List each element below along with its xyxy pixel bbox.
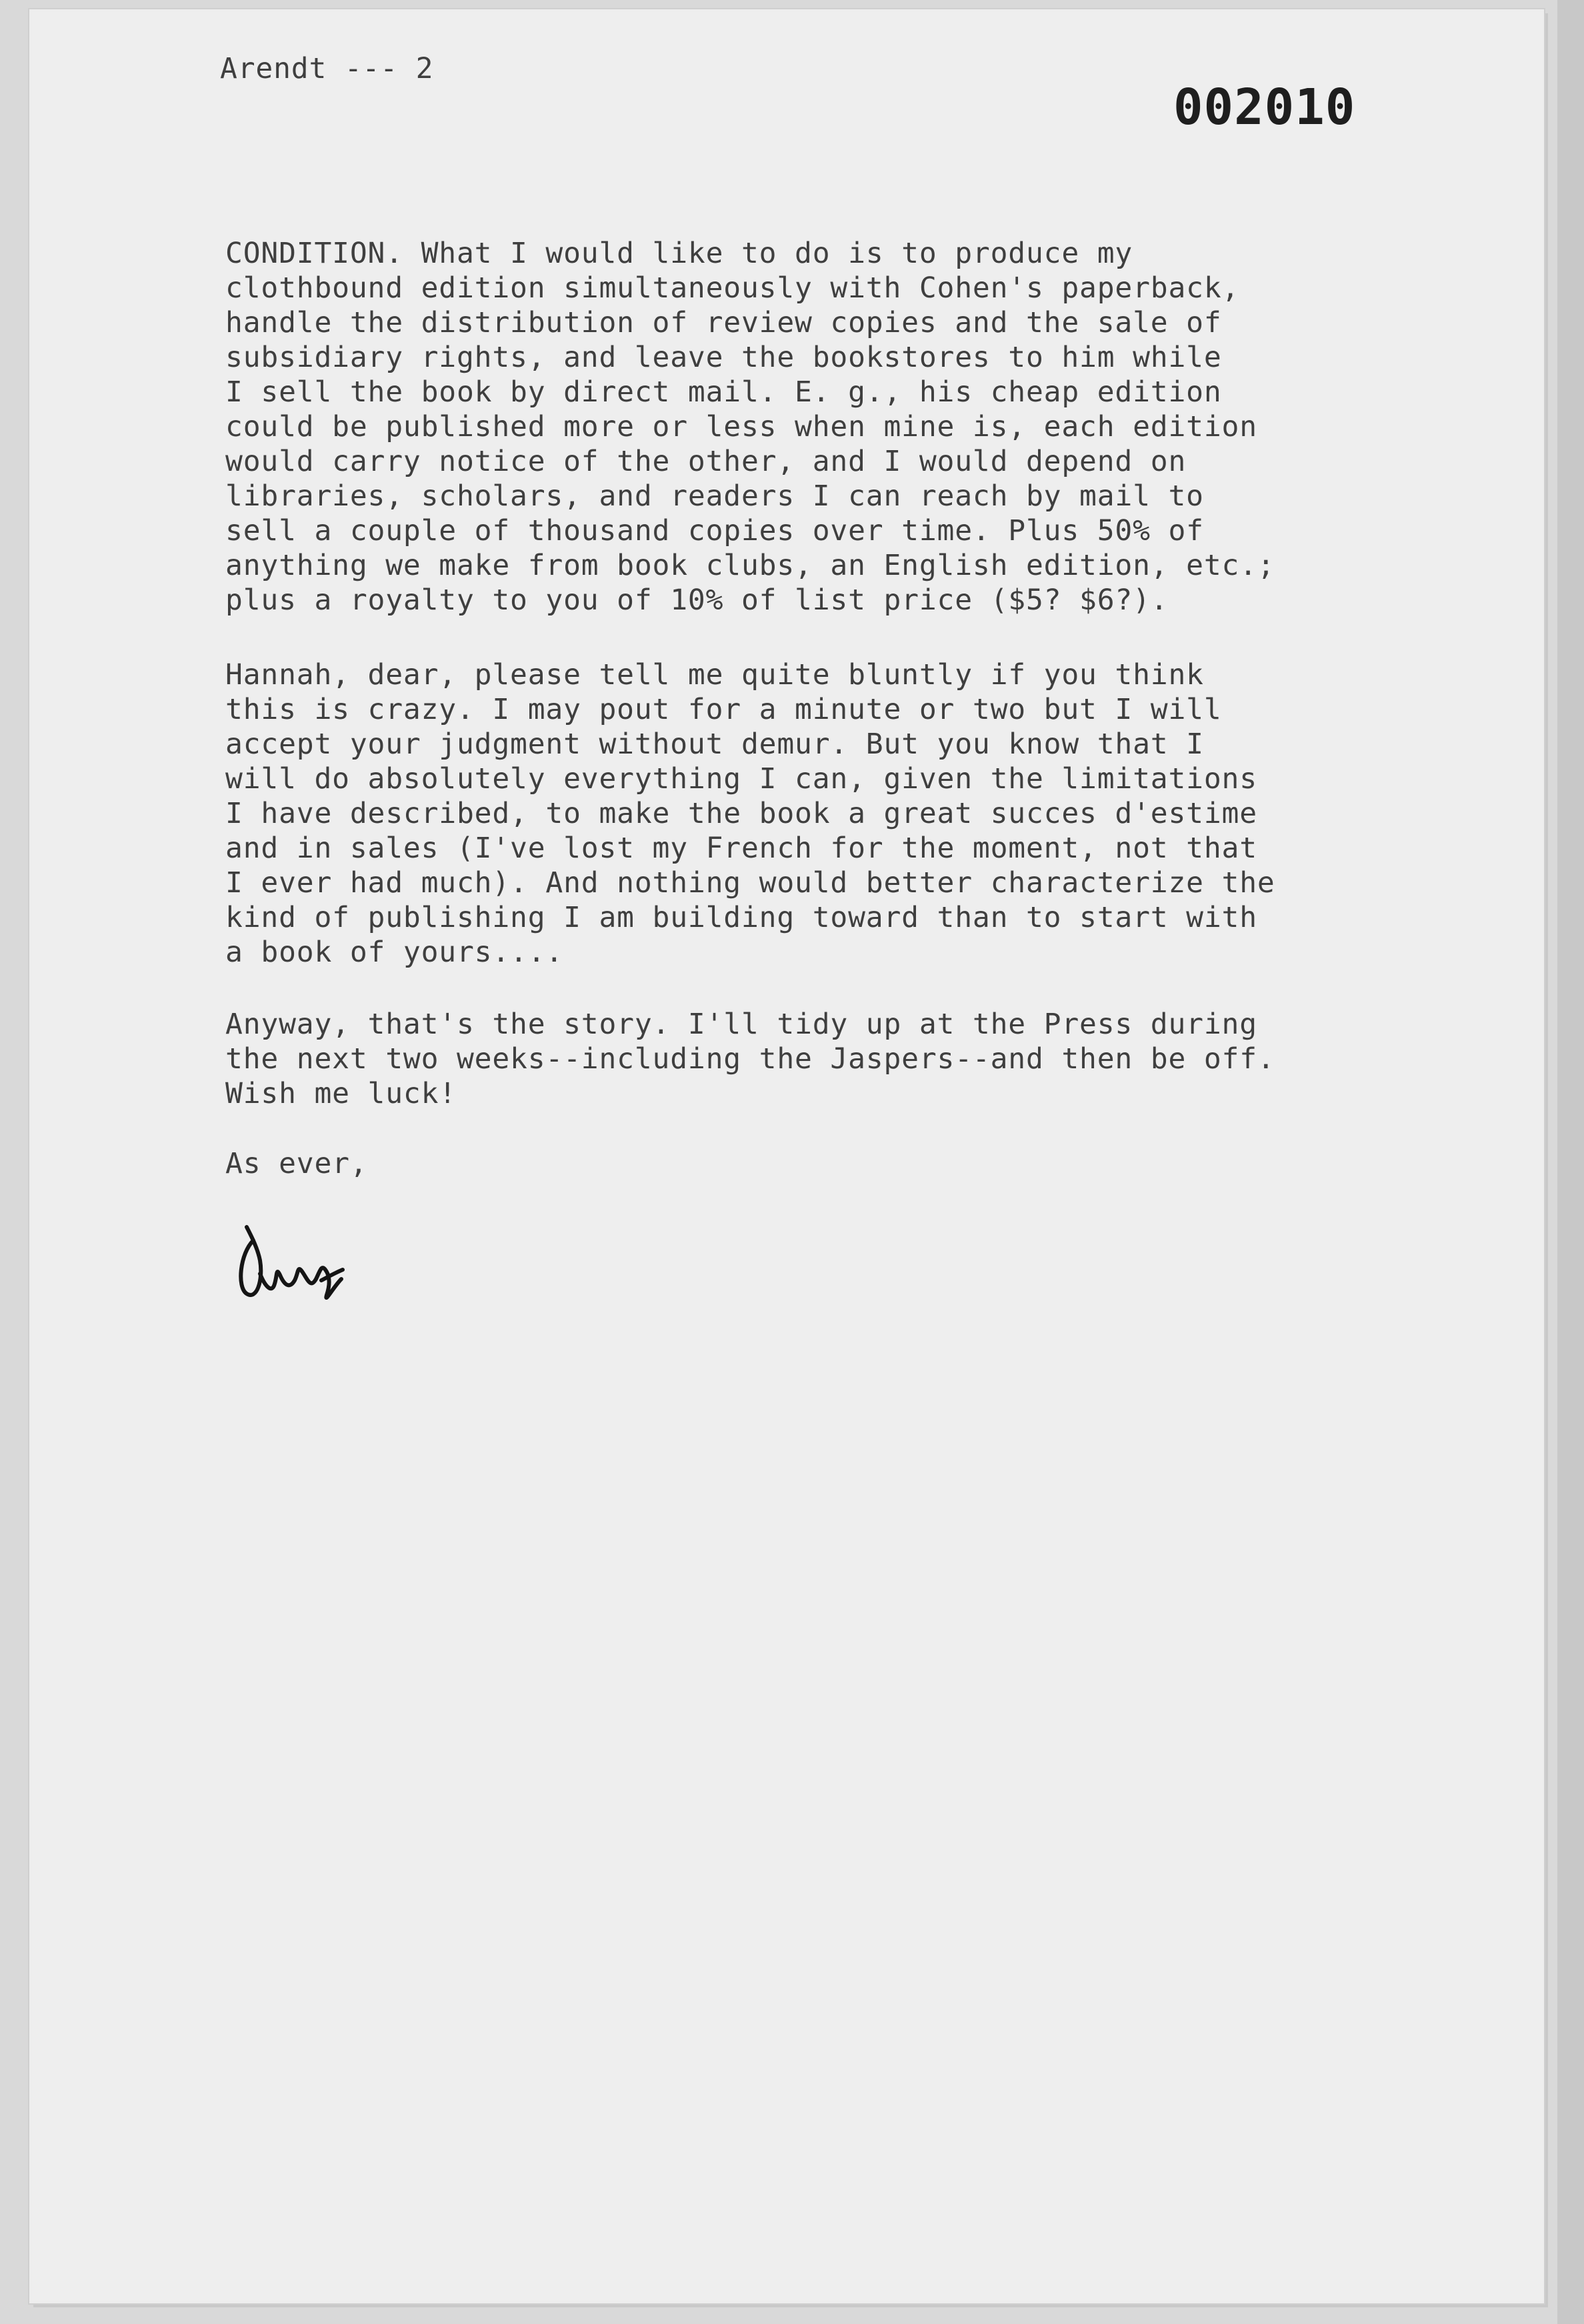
text-line: could be published more or less when mine is, each edition bbox=[225, 410, 1257, 443]
text-line: I sell the book by direct mail. E. g., his cheap edition bbox=[225, 375, 1222, 409]
text-line: kind of publishing I am building toward than to start with bbox=[225, 901, 1257, 934]
text-line: the next two weeks--including the Jaspers--and then be off. bbox=[225, 1042, 1275, 1076]
text-line: will do absolutely everything I can, given the limitations bbox=[225, 762, 1257, 796]
page-header-label: Arendt --- 2 bbox=[220, 52, 434, 85]
text-line: and in sales (I've lost my French for the moment, not that bbox=[225, 832, 1257, 865]
text-line: libraries, scholars, and readers I can reach by mail to bbox=[225, 479, 1204, 513]
text-line: would carry notice of the other, and I would depend on bbox=[225, 445, 1187, 478]
text-line: sell a couple of thousand copies over time. Plus 50% of bbox=[225, 514, 1204, 547]
text-line: CONDITION. What I would like to do is to produce my bbox=[225, 237, 1133, 270]
text-line: anything we make from book clubs, an English edition, etc.; bbox=[225, 549, 1275, 582]
document-number-stamp: 002010 bbox=[1173, 79, 1356, 136]
text-line: this is crazy. I may pout for a minute or two but I will bbox=[225, 693, 1222, 726]
paragraph-2 bbox=[225, 658, 1275, 970]
signature-mark bbox=[233, 1200, 367, 1320]
text-line: Hannah, dear, please tell me quite bluntly if you think bbox=[225, 658, 1204, 692]
paragraph-1 bbox=[225, 236, 1275, 618]
text-line: Anyway, that's the story. I'll tidy up at the Press during bbox=[225, 1008, 1257, 1041]
text-line: clothbound edition simultaneously with Cohen's paperback, bbox=[225, 271, 1240, 305]
page-edge-shadow bbox=[1557, 0, 1584, 2324]
text-line: I ever had much). And nothing would better characterize the bbox=[225, 866, 1275, 900]
paragraph-3 bbox=[225, 1007, 1275, 1111]
closing-salutation: As ever, bbox=[225, 1147, 368, 1180]
text-line: accept your judgment without demur. But you know that I bbox=[225, 728, 1204, 761]
text-line: subsidiary rights, and leave the bookstores to him while bbox=[225, 341, 1222, 374]
handwritten-signature bbox=[233, 1200, 367, 1324]
text-line: handle the distribution of review copies and the sale of bbox=[225, 306, 1222, 339]
text-line: plus a royalty to you of 10% of list price ($5? $6?). bbox=[225, 584, 1169, 617]
text-line: Wish me luck! bbox=[225, 1077, 457, 1110]
text-line: a book of yours.... bbox=[225, 936, 564, 969]
text-line: I have described, to make the book a great succes d'estime bbox=[225, 797, 1257, 830]
